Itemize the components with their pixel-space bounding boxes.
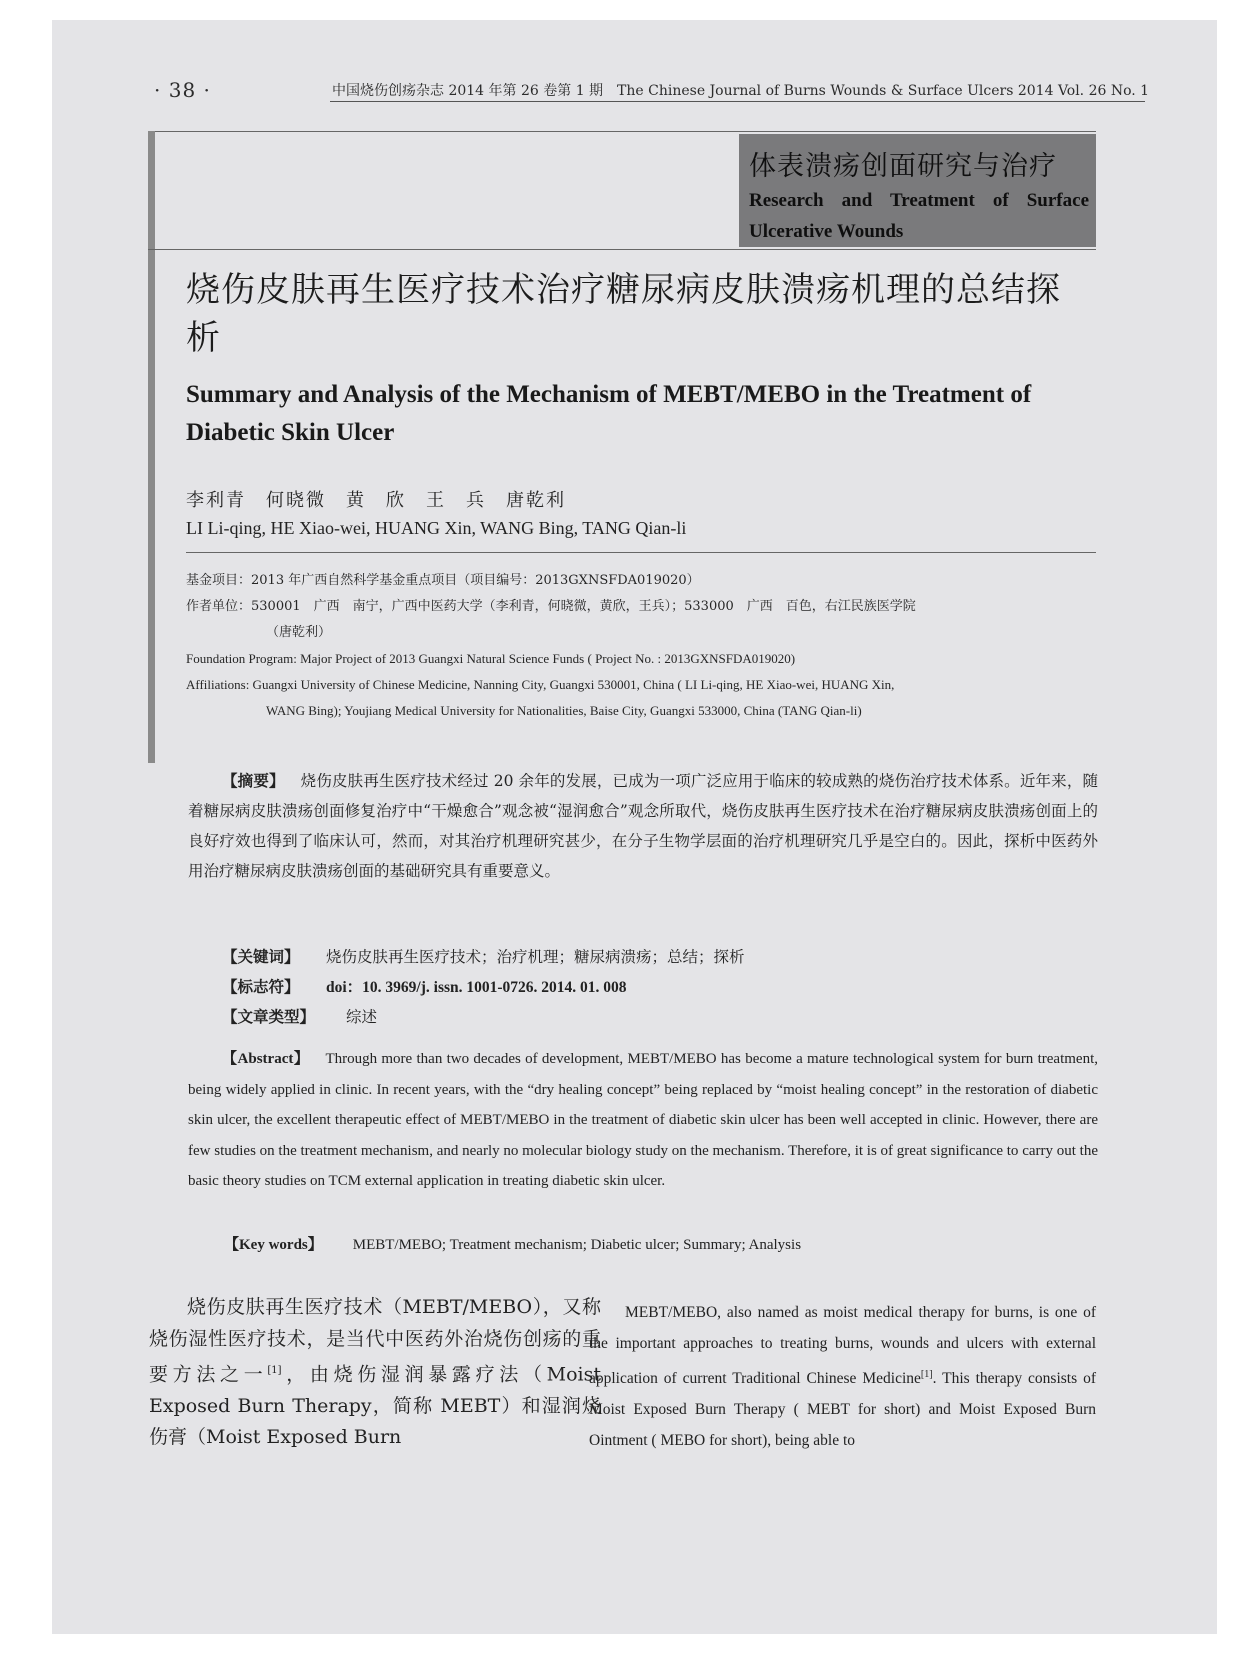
doi-value: doi：10. 3969/j. issn. 1001-0726. 2014. 01. 008 [326, 979, 627, 996]
keywords-cn-line [222, 945, 745, 967]
keywords-cn-label: 【关键词】 [222, 947, 300, 966]
body-cn-part2: ，由烧伤湿润暴露疗法（Moist Exposed Burn Therapy，简称 MEBT）和湿润烧伤膏（Moist Exposed Burn [149, 1363, 601, 1449]
body-cn-part1: 烧伤皮肤再生医疗技术（MEBT/MEBO），又称烧伤湿性医疗技术，是当代中医药外治烧伤创疡的重要方法之一 [149, 1296, 601, 1386]
frame-left-bar [148, 131, 155, 258]
affiliation-cn-cont: （唐乾利） [266, 625, 332, 640]
affiliation-en: Affiliations: Guangxi University of Chinese Medicine, Nanning City, Guangxi 530001, China ( LI Li-qing, HE Xiao-wei, HUANG Xin, [186, 677, 895, 692]
affiliation-en-cont: WANG Bing); Youjiang Medical University for Nationalities, Baise City, Guangxi 533000, China (TANG Qian-li) [266, 703, 862, 718]
body-en-citation: [1] [920, 1369, 933, 1380]
author-rule [186, 552, 1096, 553]
body-en-part2: . This therapy consists of Moist Exposed Burn Therapy ( MEBT for short) and Moist Exposed Burn Ointment ( MEBO for short), being able to [589, 1370, 1096, 1450]
abstract-en-text: Through more than two decades of development, MEBT/MEBO has become a mature technological system for burn treatment, being widely applied in clinic. In recent years, with the “dry healing concept” being replaced by “moist healing concept” in the restoration of diabetic skin ulcer, the excellent therapeutic effect of MEBT/MEBO in the treatment of diabetic skin ulcer has been well accepted in clinic. However, there are few studies on the treatment mechanism, and nearly no molecular biology study on the mechanism. Therefore, it is of great significance to carry out the basic theory studies on TCM external application in treating diabetic skin ulcer. [188, 1051, 1098, 1189]
journal-running-header: 中国烧伤创疡杂志 2014 年第 26 卷第 1 期 The Chinese Journal of Burns Wounds & Surface Ulcers 2014 Vol. 26 No. 1 [332, 83, 1150, 99]
keywords-en-label: 【Key words】 [224, 1237, 323, 1253]
abstract-en-label: 【Abstract】 [222, 1051, 310, 1067]
header-rule [330, 101, 1145, 102]
abstract-cn-text: 烧伤皮肤再生医疗技术经过 20 余年的发展，已成为一项广泛应用于临床的较成熟的烧伤治疗技术体系。近年来，随着糖尿病皮肤溃疡创面修复治疗中“干燥愈合”观念被“湿润愈合”观念所取代，烧伤皮肤再生医疗技术在治疗糖尿病皮肤溃疡创面上的良好疗效也得到了临床认可，然而，对其治疗机理研究甚少，在分子生物学层面的治疗机理研究几乎是空白的。因此，探析中医药外用治疗糖尿病皮肤溃疡创面的基础研究具有重要意义。 [188, 772, 1098, 880]
article-type-label: 【文章类型】 [222, 1007, 316, 1026]
abstract-en [188, 1044, 1098, 1197]
article-type-line [222, 1005, 377, 1027]
abstract-cn-label: 【摘要】 [222, 771, 285, 790]
doi-line [222, 975, 627, 997]
keywords-en-line [224, 1233, 801, 1254]
section-title-cn: 体表溃疡创面研究与治疗 [749, 151, 1057, 182]
doi-label: 【标志符】 [222, 977, 300, 996]
section-banner [739, 134, 1096, 247]
title-side-bar [148, 258, 155, 763]
authors-cn: 李利青 何晓微 黄 欣 王 兵 唐乾利 [186, 490, 566, 511]
page-number: · 38 · [154, 78, 211, 102]
journal-page [52, 20, 1217, 1634]
body-text-en [589, 1297, 1096, 1456]
keywords-cn: 烧伤皮肤再生医疗技术；治疗机理；糖尿病溃疡；总结；探析 [326, 948, 745, 966]
fund-en: Foundation Program: Major Project of 2013 Guangxi Natural Science Funds ( Project No. : 2013GXNSFDA019020) [186, 651, 796, 666]
article-type: 综述 [346, 1008, 378, 1026]
keywords-en: MEBT/MEBO; Treatment mechanism; Diabetic ulcer; Summary; Analysis [352, 1237, 802, 1253]
authors-en: LI Li-qing, HE Xiao-wei, HUANG Xin, WANG Bing, TANG Qian-li [186, 518, 687, 538]
body-en-part1: MEBT/MEBO, also named as moist medical therapy for burns, is one of the important approaches to treating burns, wounds and ulcers with external application of current Traditional Chinese Medicine [589, 1304, 1096, 1388]
article-title-en: Summary and Analysis of the Mechanism of MEBT/MEBO in the Treatment of Diabetic Skin Ulcer [186, 381, 1032, 446]
frame-top-rule [148, 131, 1096, 132]
fund-cn: 基金项目：2013 年广西自然科学基金重点项目（项目编号：2013GXNSFDA019020） [186, 573, 700, 588]
section-title-en: Research and Treatment of Surface Ulcerative Wounds [749, 190, 1089, 242]
body-text-cn [149, 1292, 601, 1454]
abstract-cn [188, 766, 1098, 886]
affiliation-cn: 作者单位：530001 广西 南宁，广西中医药大学（李利青，何晓微，黄欣，王兵）；533000 广西 百色，右江民族医学院 [186, 599, 916, 614]
body-cn-citation: [1] [267, 1365, 282, 1376]
article-title-cn: 烧伤皮肤再生医疗技术治疗糖尿病皮肤溃疡机理的总结探析 [186, 270, 1061, 358]
article-metadata [186, 568, 1096, 724]
frame-middle-rule [148, 249, 1096, 250]
